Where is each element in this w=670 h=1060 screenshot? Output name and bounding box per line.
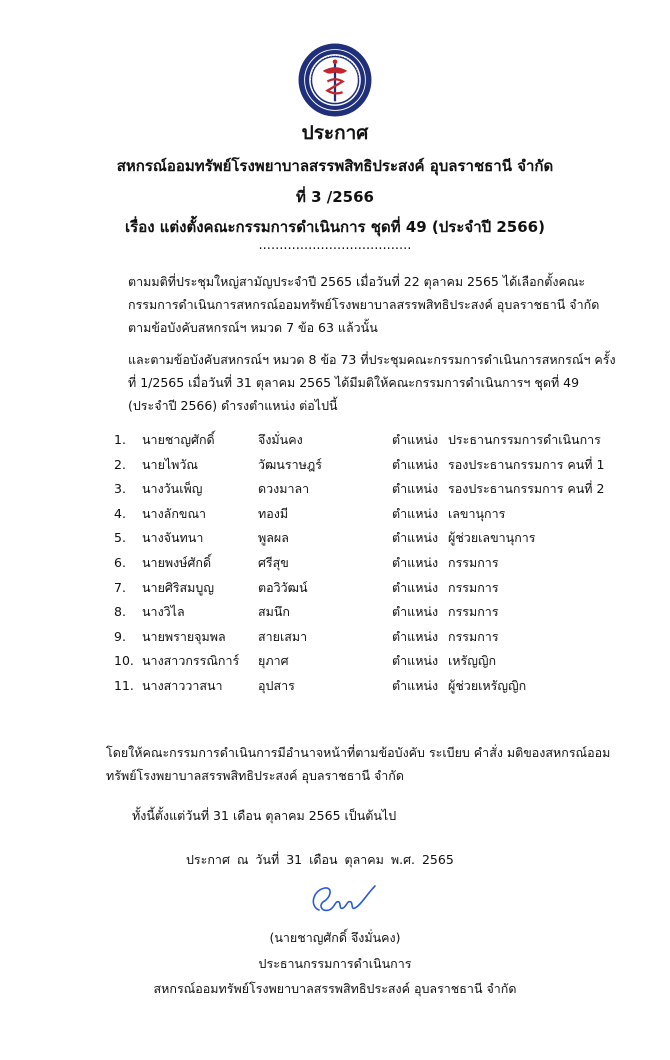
member-last-name: พูลผล — [258, 530, 289, 546]
member-number: 9. — [114, 628, 126, 644]
member-number: 6. — [114, 554, 126, 570]
position-label: ตำแหน่ง — [392, 432, 439, 447]
organization-name: สหกรณ์ออมทรัพย์โรงพยาบาลสรรพสิทธิประสงค์ อุบลราชธานี จำกัด — [116, 157, 554, 175]
member-last-name: สายเสมา — [258, 628, 308, 644]
member-number: 10. — [114, 653, 134, 669]
member-position: รองประธานกรรมการ คนที่ 1 — [448, 456, 605, 472]
member-last-name: สมนึก — [258, 604, 290, 620]
member-last-name: ทองมี — [258, 505, 289, 521]
list-item — [56, 551, 636, 576]
member-first-name: นายพงษ์ศักดิ์ — [142, 554, 212, 570]
effective-date: ทั้งนี้ตั้งแต่วันที่ 31 เดือน ตุลาคม 2565 เป็นต้นไป — [132, 808, 397, 823]
member-last-name: ยุภาศ — [258, 653, 289, 669]
paragraph-election — [56, 270, 620, 339]
page-title: ประกาศ — [301, 122, 369, 144]
member-position: กรรมการ — [448, 579, 499, 595]
paragraph-authority — [56, 741, 620, 787]
list-item — [56, 428, 636, 453]
member-last-name: ศรีสุข — [258, 554, 289, 570]
member-position: ผู้ช่วยเลขานุการ — [448, 530, 536, 546]
list-item — [56, 502, 636, 527]
position-label: ตำแหน่ง — [392, 579, 439, 595]
member-position: ประธานกรรมการดำเนินการ — [448, 432, 601, 447]
member-position: รองประธานกรรมการ คนที่ 2 — [448, 481, 605, 497]
member-position: เหรัญญิก — [448, 653, 497, 669]
position-label: ตำแหน่ง — [392, 628, 439, 644]
list-item — [56, 600, 636, 625]
member-number: 7. — [114, 579, 126, 595]
position-label: ตำแหน่ง — [392, 505, 439, 521]
member-first-name: นางวิไล — [142, 604, 185, 620]
member-number: 8. — [114, 604, 126, 620]
member-number: 4. — [114, 505, 126, 521]
signer-position: ประธานกรรมการดำเนินการ — [258, 956, 412, 971]
member-first-name: นางสาวกรรณิการ์ — [142, 653, 240, 669]
committee-list — [56, 428, 636, 699]
position-label: ตำแหน่ง — [392, 456, 439, 472]
position-label: ตำแหน่ง — [392, 604, 439, 620]
paragraph-authority-text: โดยให้คณะกรรมการดำเนินการมีอำนาจหน้าที่ตามข้อบังคับ ระเบียบ คำสั่ง มติของสหกรณ์ออมทรัพย์โรงพยาบาลสรรพสิทธิประสงค์ อุบลราชธานี จำกัด — [106, 745, 611, 783]
member-position: กรรมการ — [448, 604, 499, 620]
announcement-date: ประกาศ ณ วันที่ 31 เดือน ตุลาคม พ.ศ. 2565 — [186, 852, 454, 867]
member-first-name: นางสาววาสนา — [142, 677, 223, 693]
list-item — [56, 576, 636, 601]
position-label: ตำแหน่ง — [392, 530, 439, 546]
separator-line: ..................................... — [258, 238, 412, 253]
document-number: ที่ 3 /2566 — [296, 188, 374, 206]
signer-organization: สหกรณ์ออมทรัพย์โรงพยาบาลสรรพสิทธิประสงค์ อุบลราชธานี จำกัด — [153, 981, 517, 996]
position-label: ตำแหน่ง — [392, 653, 439, 669]
member-last-name: ตอวิวัฒน์ — [258, 579, 308, 595]
position-label: ตำแหน่ง — [392, 677, 439, 693]
member-last-name: ดวงมาลา — [258, 481, 310, 497]
member-first-name: นางลักขณา — [142, 505, 207, 521]
member-number: 5. — [114, 530, 126, 546]
member-position: กรรมการ — [448, 554, 499, 570]
member-position: เลขานุการ — [448, 505, 506, 521]
member-number: 11. — [114, 677, 134, 693]
member-last-name: อุปสาร — [258, 677, 295, 693]
member-first-name: นางวันเพ็ญ — [142, 481, 203, 497]
member-last-name: วัฒนราษฎร์ — [258, 456, 322, 472]
member-first-name: นายชาญศักดิ์ — [142, 432, 215, 447]
list-item — [56, 526, 636, 551]
member-position: ผู้ช่วยเหรัญญิก — [448, 677, 527, 693]
member-first-name: นายศิริสมบูญ — [142, 579, 214, 595]
handwritten-signature — [305, 880, 380, 922]
member-number: 3. — [114, 481, 126, 497]
list-item — [56, 477, 636, 502]
member-number: 2. — [114, 456, 126, 472]
paragraph-election-text: ตามมติที่ประชุมใหญ่สามัญประจำปี 2565 เมื่อวันที่ 22 ตุลาคม 2565 ได้เลือกตั้งคณะกรรมการดำเนินการสหกรณ์ออมทรัพย์โรงพยาบาลสรรพสิทธิประสงค์ อุบลราชธานี จำกัด ตามข้อบังคับสหกรณ์ฯ หมวด 7 ข้อ 63 แล้วนั้น — [128, 274, 600, 335]
signer-name: (นายชาญศักดิ์ จึงมั่นคง) — [269, 930, 401, 945]
member-first-name: นางจันทนา — [142, 530, 204, 546]
member-last-name: จึงมั่นคง — [258, 432, 303, 447]
position-label: ตำแหน่ง — [392, 554, 439, 570]
position-label: ตำแหน่ง — [392, 481, 439, 497]
paragraph-resolution — [56, 348, 620, 417]
paragraph-resolution-text: และตามข้อบังคับสหกรณ์ฯ หมวด 8 ข้อ 73 ที่ประชุมคณะกรรมการดำเนินการสหกรณ์ฯ ครั้งที่ 1/2565 เมื่อวันที่ 31 ตุลาคม 2565 ได้มีมติให้คณะกรรมการดำเนินการฯ ชุดที่ 49 (ประจำปี 2566) ดำรงตำแหน่ง ต่อไปนี้ — [128, 352, 616, 413]
member-first-name: นายไพวัณ — [142, 456, 199, 472]
member-first-name: นายพรายจุมพล — [142, 628, 226, 644]
cooperative-seal-logo — [297, 42, 373, 118]
member-number: 1. — [114, 432, 126, 447]
list-item — [56, 674, 636, 699]
member-position: กรรมการ — [448, 628, 499, 644]
list-item — [56, 649, 636, 674]
document-subject: เรื่อง แต่งตั้งคณะกรรมการดำเนินการ ชุดที่ 49 (ประจำปี 2566) — [125, 218, 545, 236]
list-item — [56, 453, 636, 478]
list-item — [56, 625, 636, 650]
